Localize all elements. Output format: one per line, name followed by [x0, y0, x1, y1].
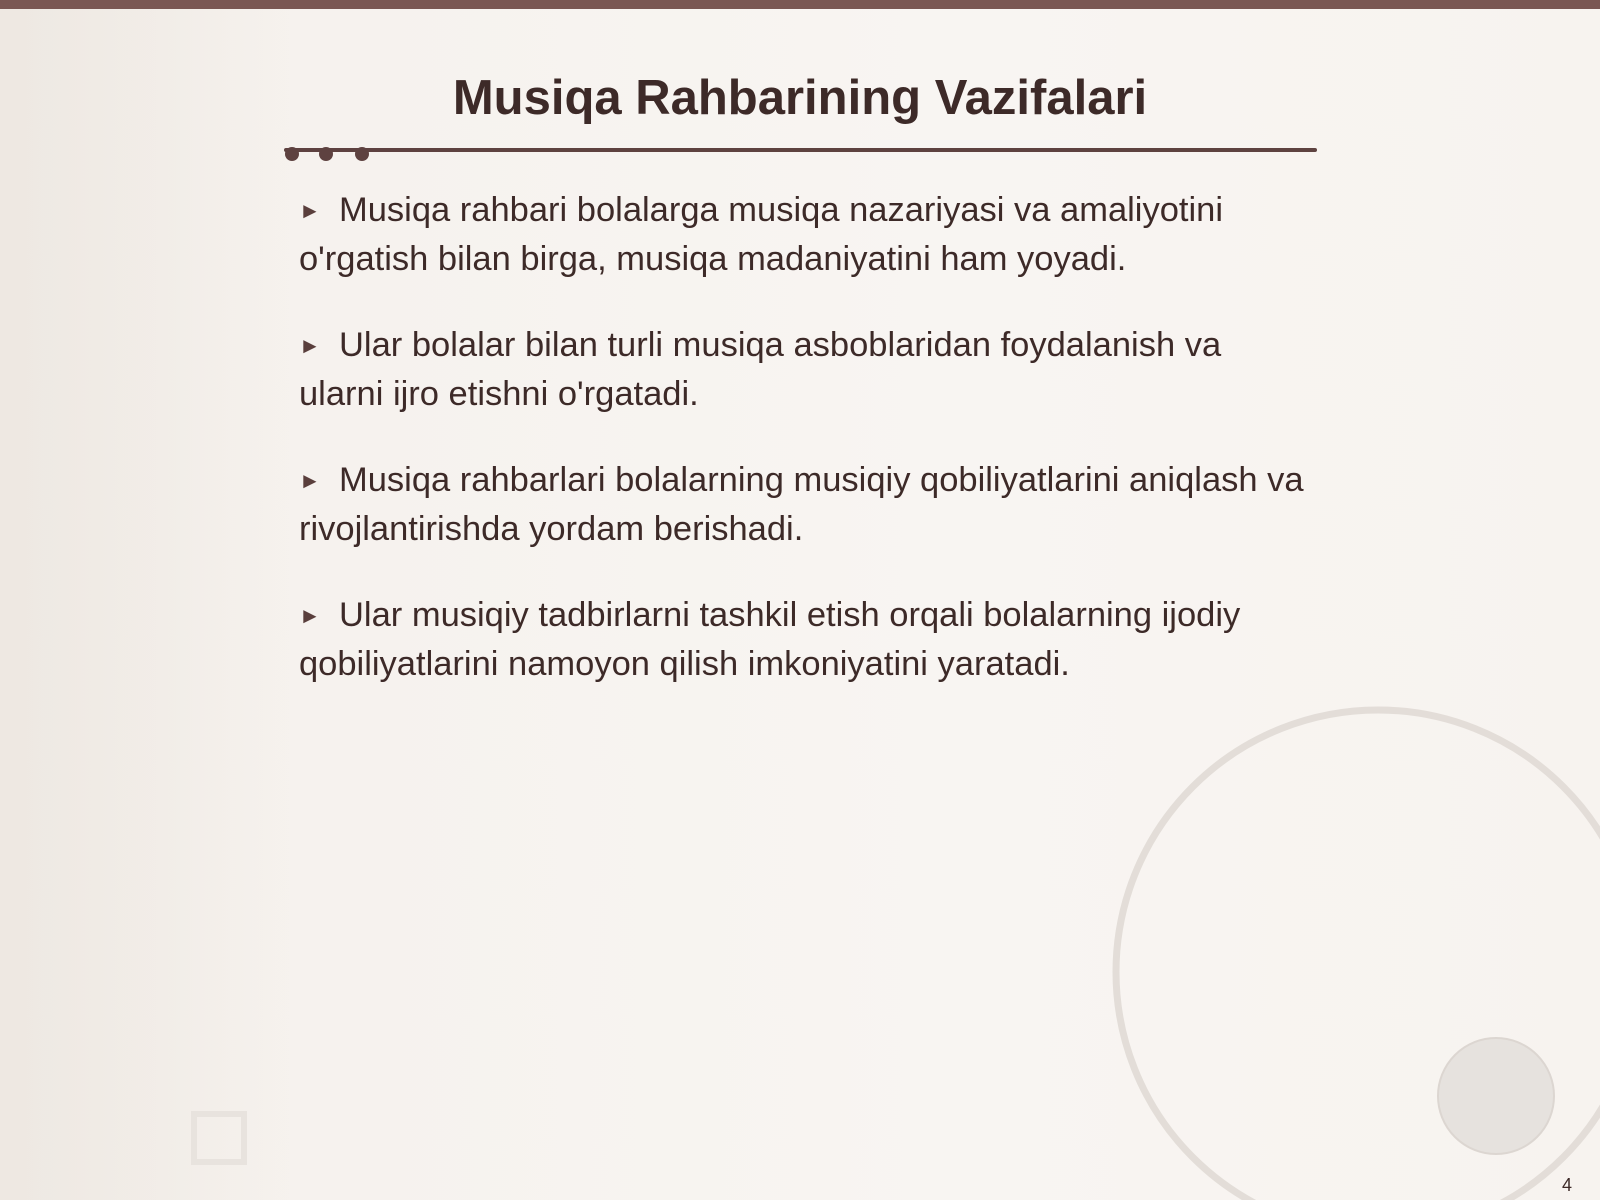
decorative-square-outline — [194, 1114, 244, 1162]
bullet-arrow-icon: ► — [299, 333, 321, 358]
bullet-arrow-icon: ► — [299, 603, 321, 628]
bullet-item — [299, 591, 1309, 688]
bullet-item — [299, 321, 1309, 418]
decorative-circle-filled — [1438, 1038, 1554, 1154]
bullet-text: Ular bolalar bilan turli musiqa asboblaridan foydalanish va ularni ijro etishni o'rgatadi. — [299, 326, 1222, 413]
page-number: 4 — [1561, 1175, 1572, 1195]
bullet-text: Musiqa rahbarlari bolalarning musiqiy qobiliyatlarini aniqlash va rivojlantirishda yordam berishadi. — [299, 461, 1304, 548]
title-underline — [284, 145, 1317, 161]
bullet-arrow-icon: ► — [299, 468, 321, 493]
underline-dot-3 — [355, 147, 369, 161]
underline-dot-2 — [319, 147, 333, 161]
slide-title: Musiqa Rahbarining Vazifalari — [452, 71, 1148, 125]
bullet-text: Ular musiqiy tadbirlarni tashkil etish orqali bolalarning ijodiy qobiliyatlarini namoyon qilish imkoniyatini yaratadi. — [299, 596, 1241, 683]
bullet-item — [299, 186, 1309, 283]
bullet-item — [299, 456, 1309, 553]
bullet-arrow-icon: ► — [299, 198, 321, 223]
bullet-text: Musiqa rahbari bolalarga musiqa nazariyasi va amaliyotini o'rgatish bilan birga, musiqa madaniyatini ham yoyadi. — [299, 191, 1224, 278]
bullet-list — [299, 186, 1309, 726]
underline-dot-1 — [285, 147, 299, 161]
